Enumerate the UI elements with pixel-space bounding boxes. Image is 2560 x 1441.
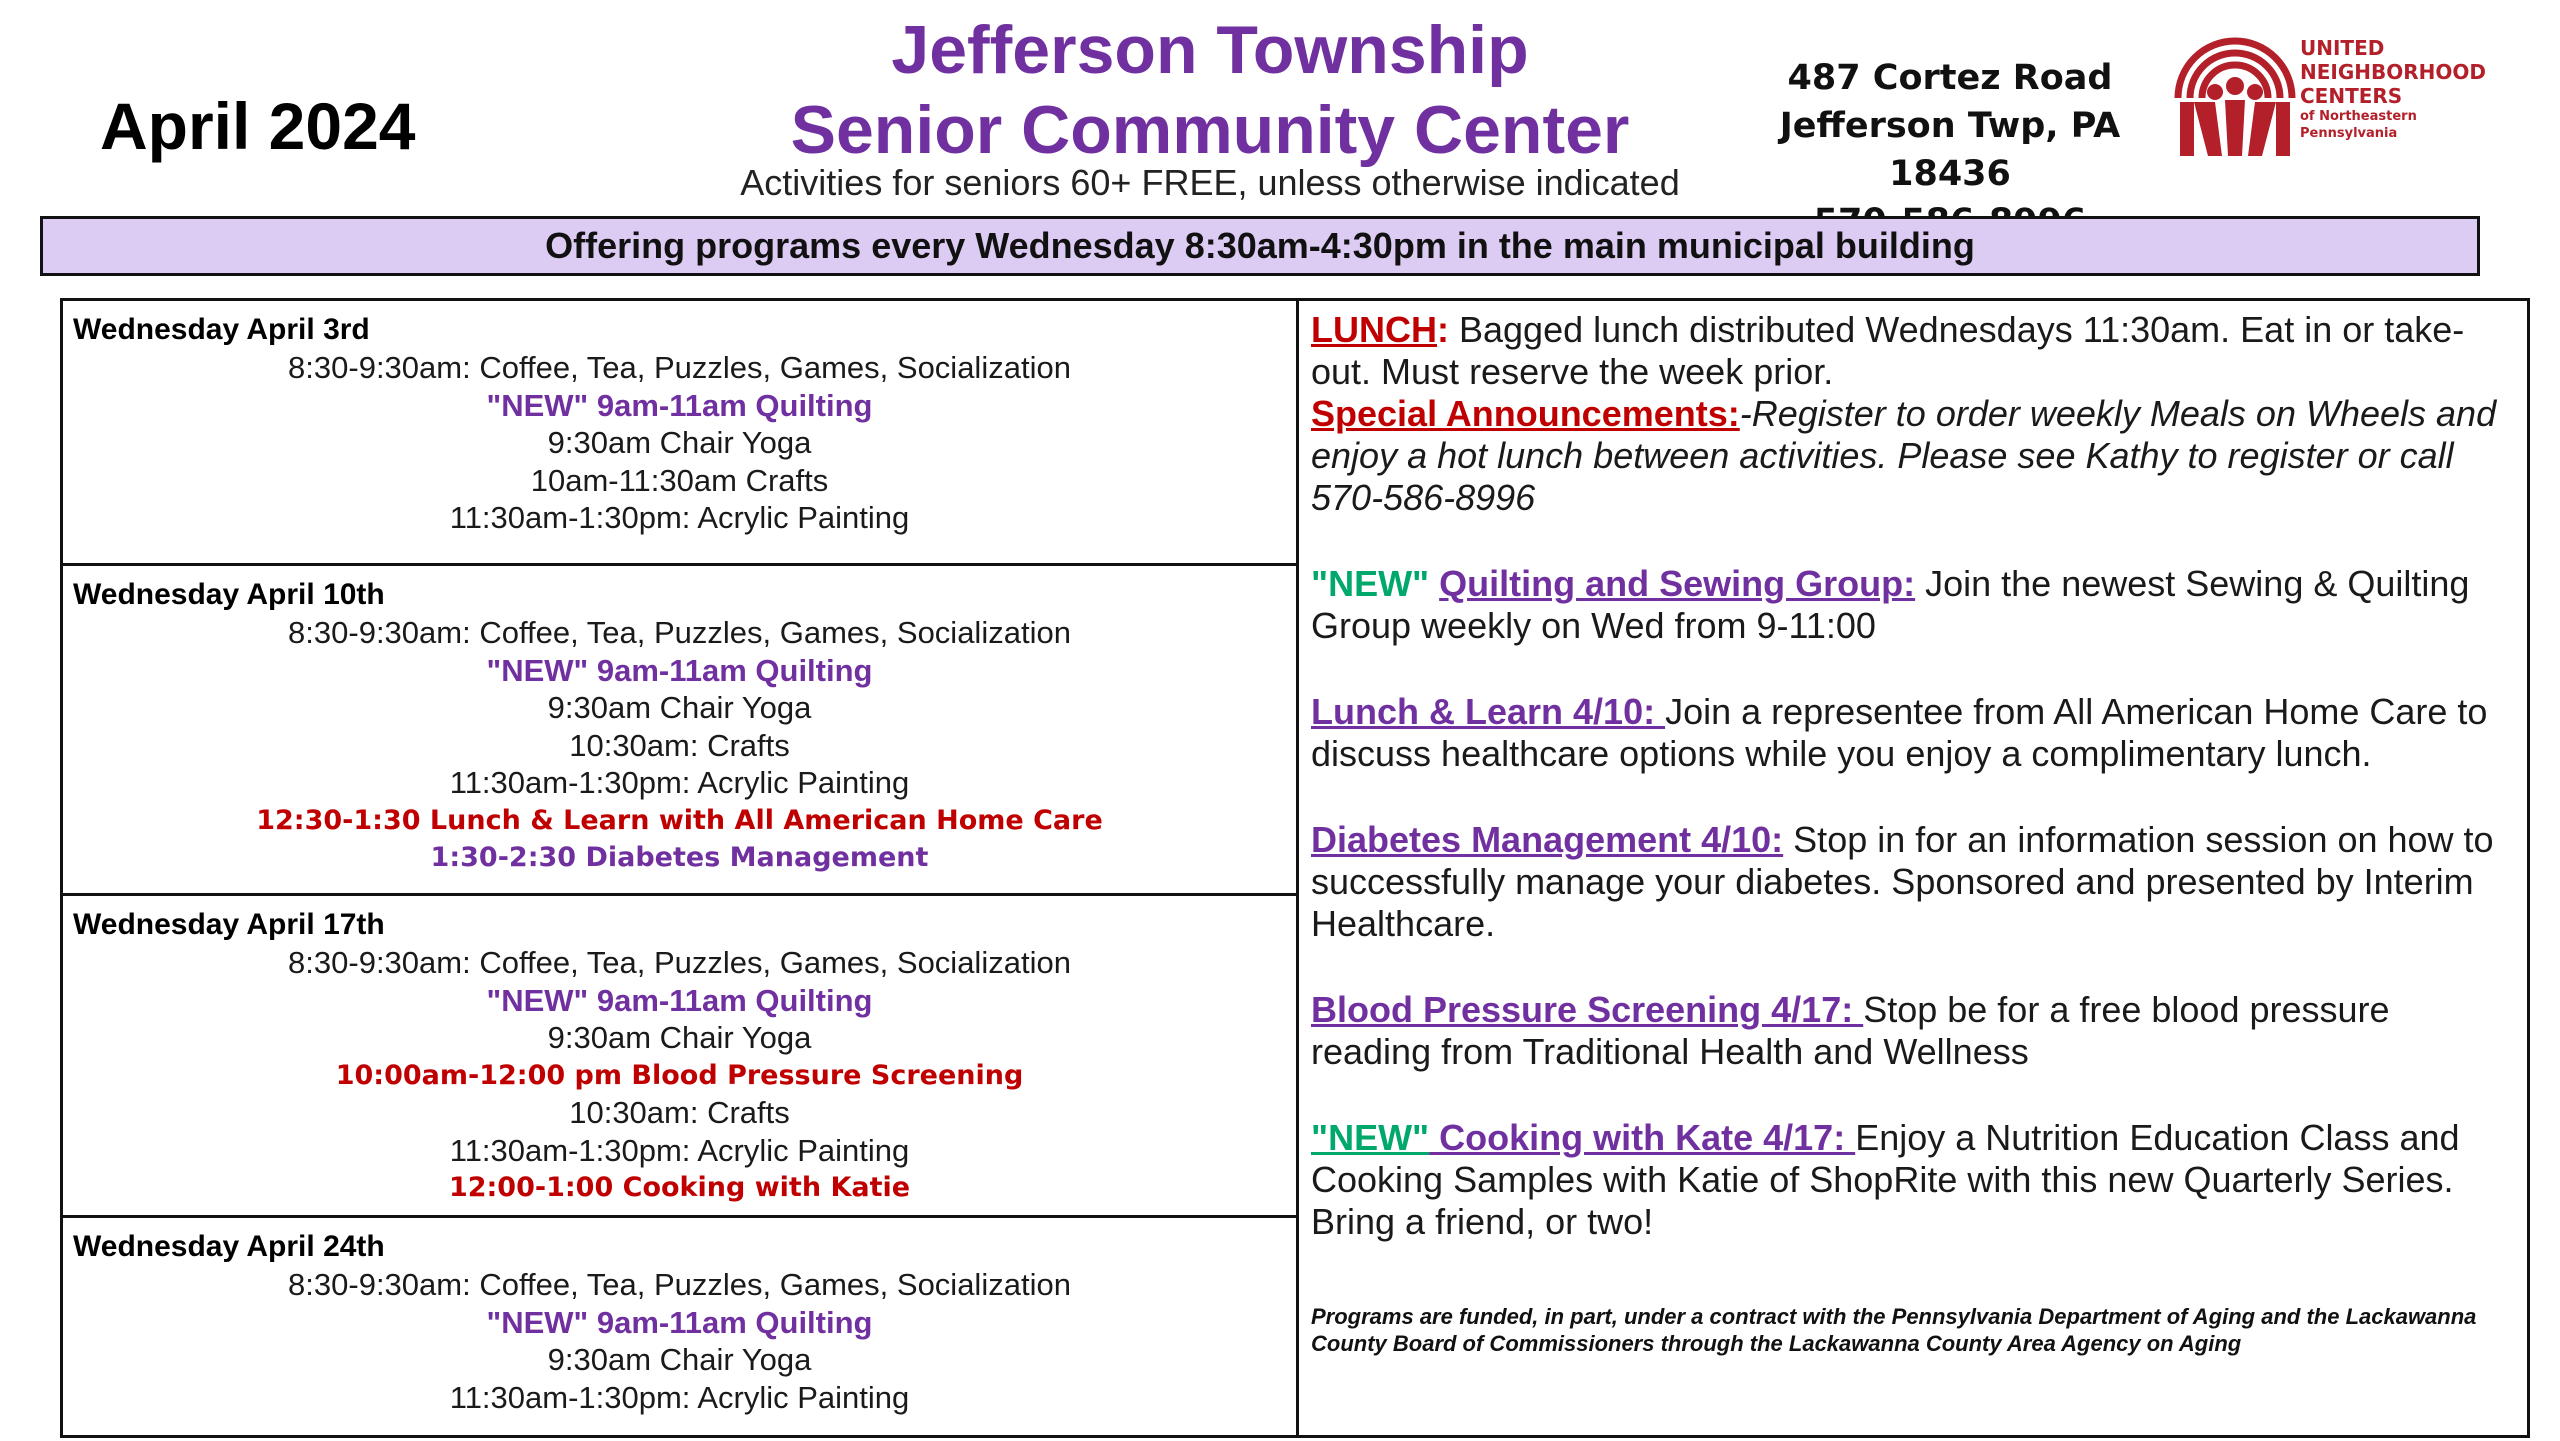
lunch-heading: LUNCH [1311,309,1437,350]
unc-logo [2170,28,2530,178]
unc-logo-text: UNITED NEIGHBORHOOD CENTERS of Northeastern Pennsylvania [2300,36,2486,141]
schedule-item: 11:30am-1:30pm: Acrylic Painting [449,500,910,535]
schedule-item: "NEW" 9am-11am Quilting [486,652,873,688]
address-city: Jefferson Twp, PA 18436 [1779,106,2121,194]
day-heading: Wednesday April 3rd [73,313,370,346]
unc-logo-icon [2170,28,2300,168]
special-announcements [1311,393,2517,519]
blood-pressure-heading: Blood Pressure Screening 4/17: [1311,989,1864,1030]
schedule-item: 11:30am-1:30pm: Acrylic Painting [449,1132,910,1168]
schedule-column [63,301,1299,1435]
special-text: -Register to order weekly Meals on Wheels and enjoy a hot lunch between activities. Please see Kathy to register or call 570-586-8996 [1311,393,2497,518]
blood-pressure-info [1311,989,2517,1073]
schedule-item: 10:30am: Crafts [569,727,790,763]
announcements-column [1299,301,2527,1435]
cooking-text: Enjoy a Nutrition Education Class and Cooking Samples with Katie of ShopRite with this new Quarterly Series. Bring a friend, or two! [1311,1117,2460,1242]
day-block-april-3 [63,301,1296,566]
day-heading: Wednesday April 24th [73,1230,385,1263]
special-heading: Special Announcements: [1311,393,1740,434]
page-title [660,10,1760,170]
month-heading: April 2024 [100,89,416,163]
lunch-info: LUNCH: Bagged lunch distributed Wednesdays 11:30am. Eat in or take-out. Must reserve the week prior. [1311,309,2465,392]
schedule-item: "NEW" 9am-11am Quilting [486,1304,873,1340]
subtitle: Activities for seniors 60+ FREE, unless otherwise indicated [740,162,1680,203]
schedule-item: 11:30am-1:30pm: Acrylic Painting [449,765,910,800]
day-items [63,944,1296,1207]
diabetes-heading: Diabetes Management 4/10: [1311,819,1784,860]
title-line-2: Senior Community Center [790,92,1630,168]
schedule-item: 8:30-9:30am: Coffee, Tea, Puzzles, Games, Socialization [288,1267,1071,1302]
schedule-item: 10:00am-12:00 pm Blood Pressure Screening [335,1059,1024,1091]
new-badge: "NEW" [1311,563,1430,604]
quilting-text: Join the newest Sewing & Quilting Group weekly on Wed from 9-11:00 [1311,563,2470,646]
schedule-item: "NEW" 9am-11am Quilting [486,387,873,423]
lunch-learn-text: Join a representee from All American Home Care to discuss healthcare options while you enjoy a complimentary lunch. [1311,691,2488,774]
lunch-text: Bagged lunch distributed Wednesdays 11:30am. Eat in or take-out. Must reserve the week prior. [1311,309,2465,392]
schedule-item: 9:30am Chair Yoga [547,425,812,460]
day-block-april-10 [63,566,1296,896]
day-items [63,1266,1296,1416]
new-badge: "NEW" [1311,1117,1430,1158]
funding-footnote: Programs are funded, in part, under a contract with the Pennsylvania Department of Aging and the Lackawanna County Board of Commissioners through the Lackawanna County Area Agency on Aging [1311,1304,2477,1356]
blood-pressure-text: Stop be for a free blood pressure reading from Traditional Health and Wellness [1311,989,2390,1072]
day-heading: Wednesday April 10th [73,578,385,611]
schedule-item: 9:30am Chair Yoga [547,1342,812,1377]
schedule-item: 8:30-9:30am: Coffee, Tea, Puzzles, Games, Socialization [288,615,1071,650]
schedule-item: 12:00-1:00 Cooking with Katie [448,1172,911,1203]
day-block-april-17 [63,896,1296,1218]
schedule-table [60,298,2530,1438]
lunch-learn-heading: Lunch & Learn 4/10: [1311,691,1666,732]
lunch-learn-info [1311,691,2517,775]
day-block-april-24 [63,1218,1296,1441]
schedule-item: 8:30-9:30am: Coffee, Tea, Puzzles, Games, Socialization [288,350,1071,385]
schedule-item: "NEW" 9am-11am Quilting [486,982,873,1018]
schedule-item: 9:30am Chair Yoga [547,690,812,725]
schedule-item: 9:30am Chair Yoga [547,1020,812,1055]
address-street: 487 Cortez Road [1787,58,2113,98]
schedule-item: 1:30-2:30 Diabetes Management [430,842,929,873]
cooking-info [1311,1117,2517,1243]
schedule-item: 10:30am: Crafts [569,1095,790,1130]
schedule-item: 12:30-1:30 Lunch & Learn with All American Home Care [256,804,1103,836]
program-banner: Offering programs every Wednesday 8:30am-4:30pm in the main municipal building [40,216,2480,276]
quilting-heading: Quilting and Sewing Group: [1439,563,1916,604]
diabetes-info [1311,819,2517,945]
schedule-item: 10am-11:30am Crafts [530,462,829,498]
title-line-1: Jefferson Township [891,12,1529,88]
schedule-item: 11:30am-1:30pm: Acrylic Painting [449,1379,910,1415]
diabetes-text: Stop in for an information session on how to successfully manage your diabetes. Sponsored and presented by Interim Healthcare. [1311,819,2494,944]
day-items [63,614,1296,877]
day-items [63,349,1296,537]
day-heading: Wednesday April 17th [73,908,385,941]
schedule-item: 8:30-9:30am: Coffee, Tea, Puzzles, Games, Socialization [288,945,1071,980]
cooking-heading: Cooking with Kate 4/17: [1429,1117,1856,1158]
quilting-info [1311,563,2517,647]
